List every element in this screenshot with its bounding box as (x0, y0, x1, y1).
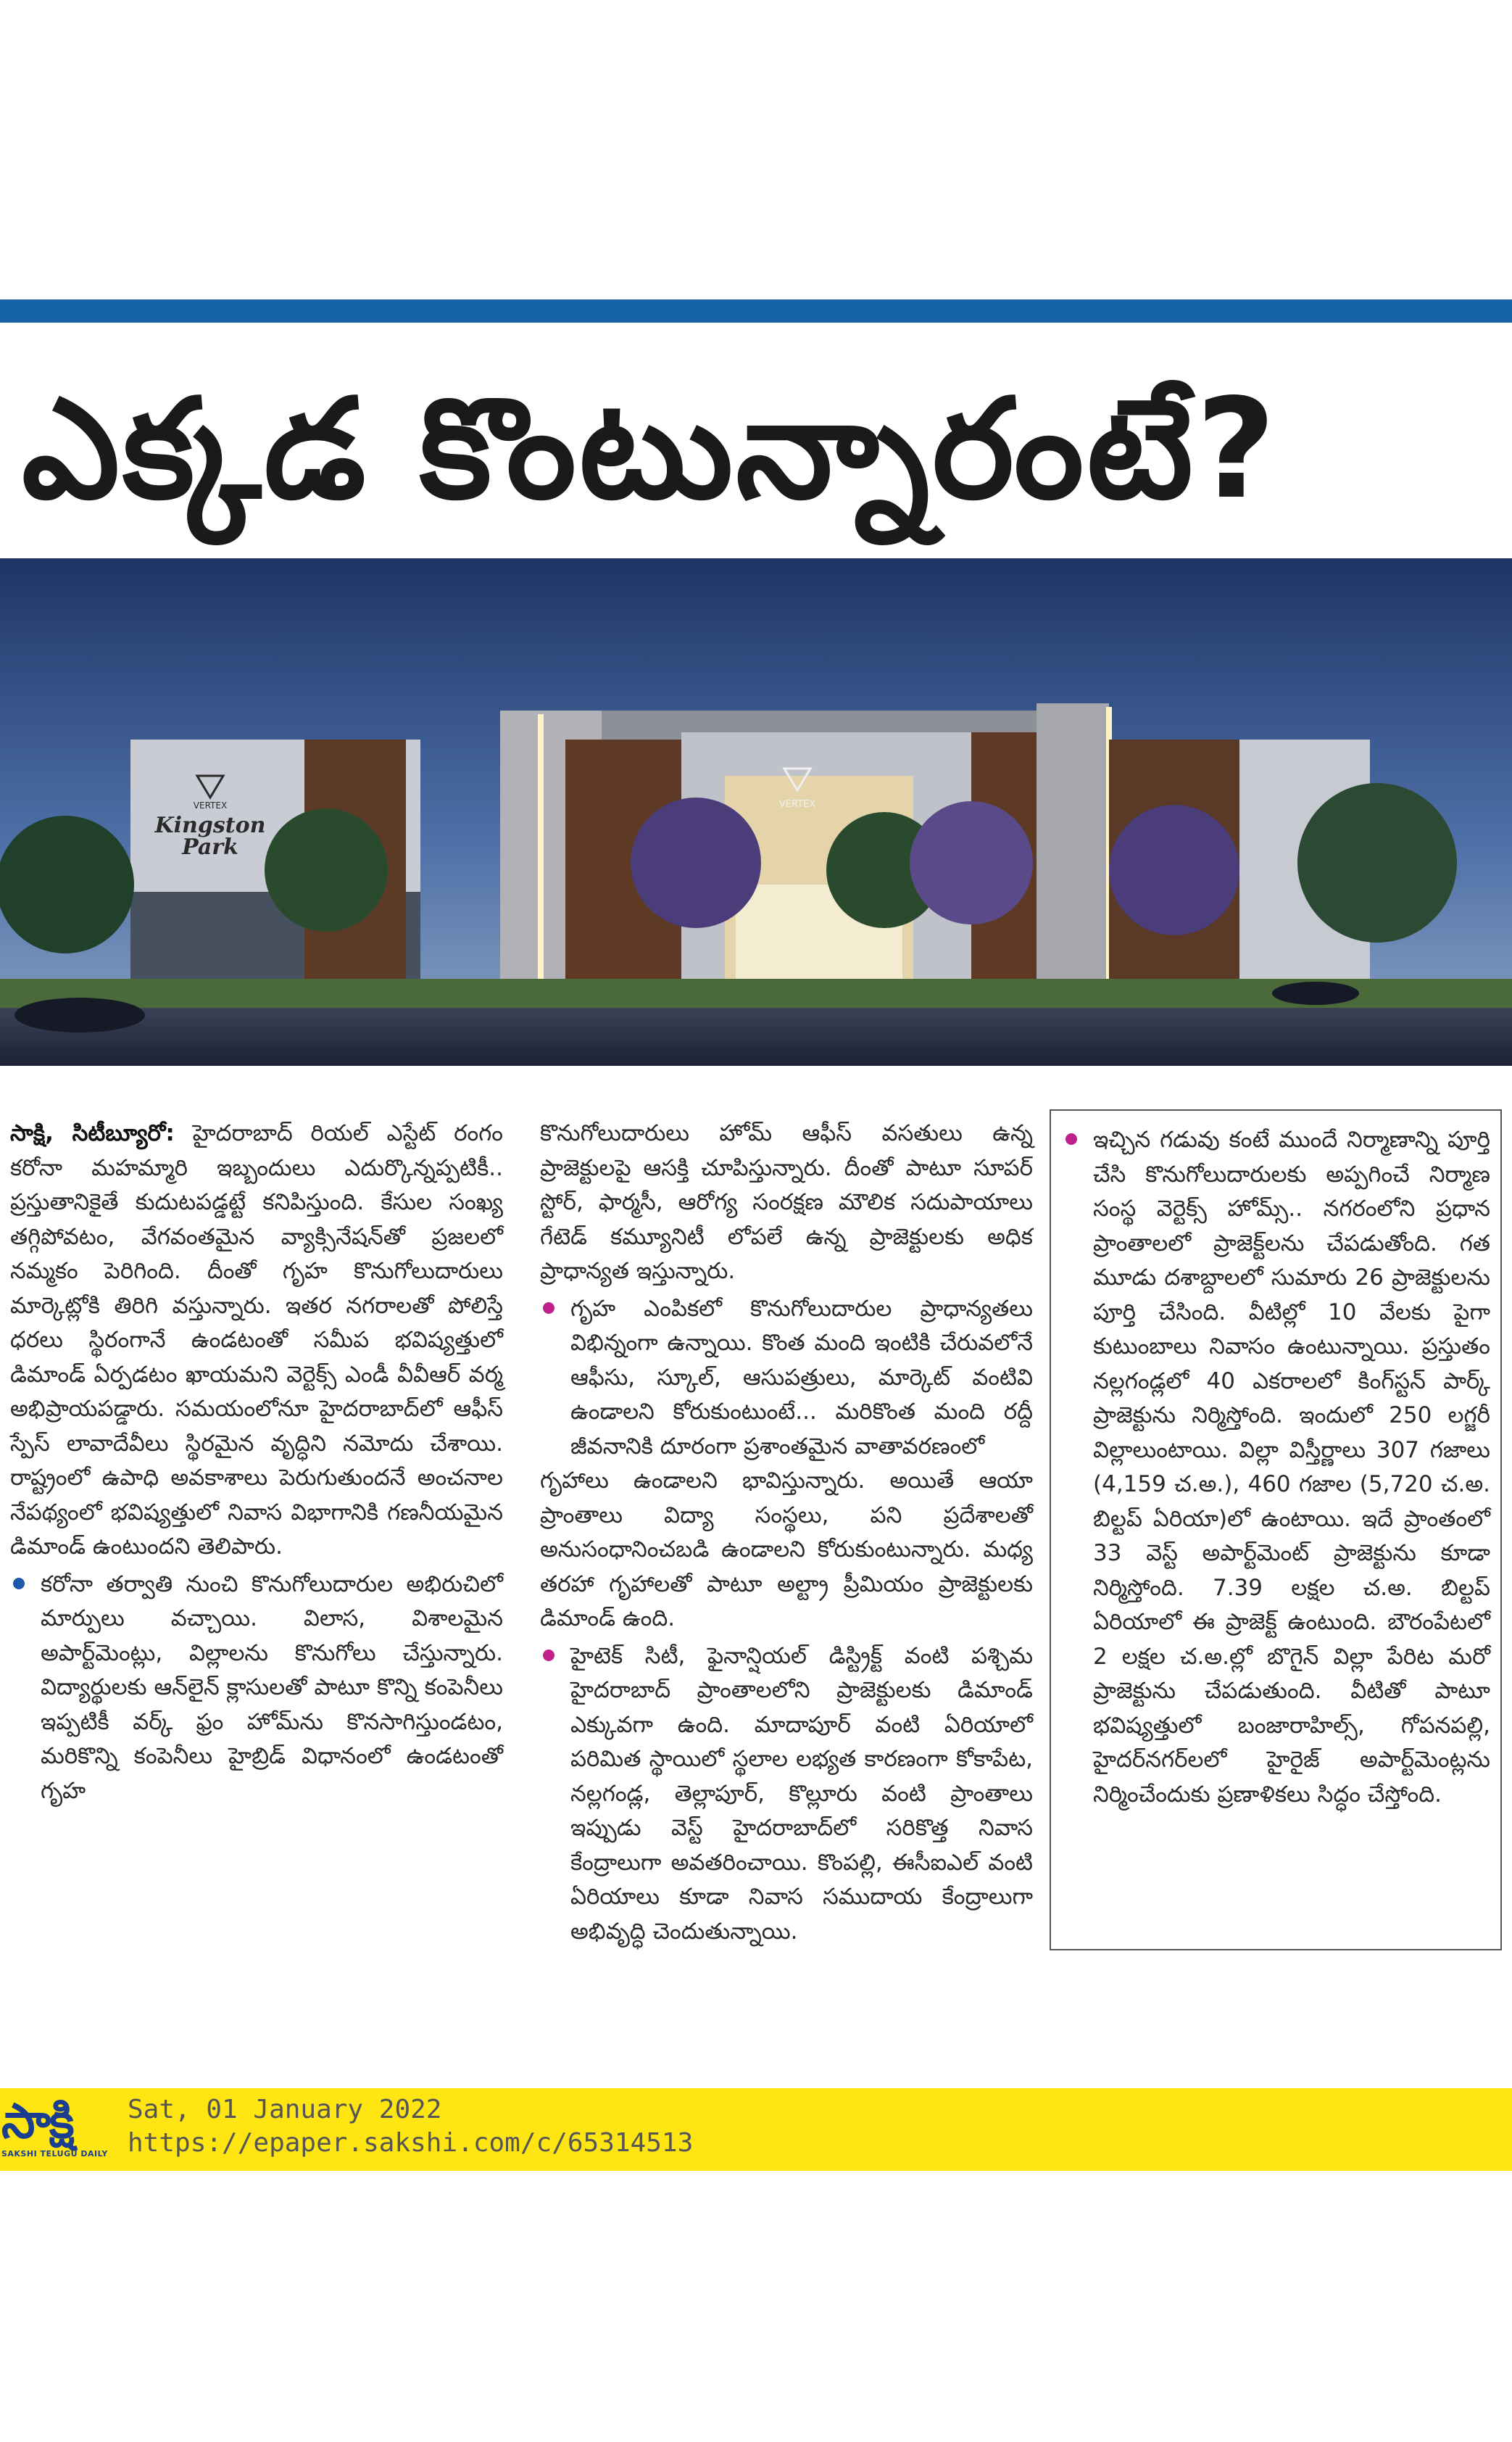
bullet-icon (13, 1578, 25, 1589)
paragraph: గృహాలు ఉండాలని భావిస్తున్నారు. అయితే ఆయా ప్రాంతాలు విద్యా సంస్థలు, పని ప్రదేశాలతో అనుసంధానించబడి ఉండాలని కోరుకుంటున్నారు. మధ్య తరహా గృహాలతో పాటూ అల్ట్రా ప్రీమియం ప్రాజెక్టులకు డిమాండ్ ఉంది. (540, 1468, 1033, 1631)
bullet-text: ఇచ్చిన గడువు కంటే ముందే నిర్మాణాన్ని పూర్తి చేసి కొనుగోలుదారులకు అప్పగించే నిర్మాణ సంస్థ వెర్టెక్స్ హోమ్స్.. నగరంలోని ప్రధాన ప్రాంతాలలో ప్రాజెక్ట్‌లను చేపడుతోంది. గత మూడు దశాబ్దాలలో సుమారు 26 ప్రాజెక్టులను పూర్తి చేసింది. వీటిల్లో 10 వేలకు పైగా కుటుంబాలు నివాసం ఉంటున్నాయి. ప్రస్తుతం నల్లగండ్లలో 40 ఎకరాలలో కింగ్‌స్టన్ పార్క్ ప్రాజెక్టును నిర్మిస్తోంది. ఇందులో 250 లగ్జరీ విల్లాలుంటాయి. విల్లా విస్తీర్ణాలు 307 గజాలు (4,159 చ.అ.), 460 గజాల (5,720 చ.అ. బిల్టప్ ఏరియా)లో ఉంటాయి. ఇదే ప్రాంతంలో 33 వెస్ట్ అపార్ట్‌మెంట్ ప్రాజెక్టును కూడా నిర్మిస్తోంది. 7.39 లక్షల చ.అ. బిల్టప్ ఏరియాలో ఈ ప్రాజెక్ట్ ఉంటుంది. బౌరంపేటలో 2 లక్షల చ.అ.ల్లో బొగైన్ విల్లా పేరిట మరో ప్రాజెక్టును చేపడుతుంది. వీటితో పాటూ భవిష్యత్తులో బంజారాహిల్స్, గోపనపల్లి, హైదర్‌నగర్‌లలో హైరైజ్ అపార్ట్‌మెంట్లను నిర్మించేందుకు ప్రణాళికలు సిద్ధం చేస్తోంది. (1093, 1127, 1490, 1808)
hero-image (0, 558, 1512, 1066)
bullet-paragraph (1063, 1123, 1490, 1812)
bullet-icon (1066, 1133, 1077, 1145)
bullet-paragraph (10, 1568, 503, 1809)
bullet-text: కరోనా తర్వాతి నుంచి కొనుగోలుదారుల అభిరుచిలో మార్పులు వచ్చాయి. విలాస, విశాలమైన అపార్ట్‌మెంట్లు, విల్లాలను కొనుగోలు చేస్తున్నారు. విద్యార్థులకు ఆన్‌లైన్ క్లాసులతో పాటూ కొన్ని కంపెనీలు ఇప్పటికీ వర్క్ ఫ్రం హోమ్‌ను కొనసాగిస్తుండటం, మరికొన్ని కంపెనీలు హైబ్రిడ్ విధానంలో ఉండటంతో గృహ (41, 1570, 503, 1804)
article-intro (10, 1117, 503, 1565)
headline: ఎక్కడ కొంటున్నారంటే? (22, 369, 1279, 529)
logo-text: సాక్షి (1, 2093, 73, 2149)
hero-sign-left-line1: Kingston (154, 813, 266, 838)
bullet-icon (543, 1650, 554, 1661)
hero-sign-left-line2: Park (182, 835, 238, 860)
hero-sign-center-brand: VERTEX (778, 799, 816, 810)
bullet-text: హైటెక్ సిటీ, ఫైనాన్షియల్ డిస్ట్రిక్ట్ వంటి పశ్చిమ హైదరాబాద్ ప్రాంతాలలోని ప్రాజెక్టులకు డిమాండ్ ఎక్కువగా ఉంది. మాదాపూర్ వంటి ఏరియాలో పరిమిత స్థాయిలో స్థలాల లభ్యత కారణంగా కోకాపేట, నల్లగండ్ల, తెల్లాపూర్, కొల్లూరు వంటి ప్రాంతాలు ఇప్పుడు వెస్ట్ హైదరాబాద్‌లో సరికొత్త నివాస కేంద్రాలుగా అవతరించాయి. కొంపల్లి, ఈసీఐఎల్ వంటి ఏరియాలు కూడా నివాస సముదాయ కేంద్రాలుగా అభివృద్ధి చెందుతున్నాయి. (570, 1642, 1033, 1945)
bullet-text: గృహ ఎంపికలో కొనుగోలుదారుల ప్రాధాన్యతలు విభిన్నంగా ఉన్నాయి. కొంత మంది ఇంటికి చేరువలోనే ఆఫీసు, స్కూల్, ఆసుపత్రులు, మార్కెట్ వంటివి ఉండాలని కోరుకుంటుంటే... మరికొంత మంది రద్దీ జీవనానికి దూరంగా ప్రశాంతమైన వాతావరణంలో (570, 1295, 1033, 1460)
dateline: సాక్షి, సిటీబ్యూరో: (10, 1120, 175, 1146)
edition-date: Sat, 01 January 2022 (128, 2095, 442, 2124)
paragraph: కొనుగోలుదారులు హోమ్ ఆఫీస్ వసతులు ఉన్న ప్రాజెక్టులపై ఆసక్తి చూపిస్తున్నారు. దీంతో పాటూ సూపర్ స్టోర్, ఫార్మసీ, ఆరోగ్య సంరక్షణ మౌలిక సదుపాయాలు గేటెడ్ కమ్యూనిటీ లోపలే ఉన్న ప్రాజెక్టులకు అధిక ప్రాధాన్యత ఇస్తున్నారు. (540, 1120, 1033, 1284)
article-column-3 (1063, 1120, 1490, 1812)
header-accent-bar (0, 299, 1512, 323)
bullet-icon (543, 1302, 554, 1314)
epaper-link[interactable]: https://epaper.sakshi.com/c/65314513 (128, 2128, 694, 2158)
article-column-1 (10, 1117, 503, 1808)
hero-sign-left-brand: VERTEX (193, 800, 228, 811)
bullet-paragraph (540, 1292, 1033, 1465)
sakshi-logo (0, 2093, 117, 2165)
article-column-2 (540, 1117, 1033, 1949)
bullet-paragraph (540, 1639, 1033, 1950)
intro-text: హైదరాబాద్ రియల్ ఎస్టేట్ రంగం కరోనా మహమ్మారి ఇబ్బందులు ఎదుర్కొన్నప్పటికీ.. ప్రస్తుతానికైతే కుదుటపడ్డట్టే కనిపిస్తుంది. కేసుల సంఖ్య తగ్గిపోవటం, వేగవంతమైన వ్యాక్సినేషన్‌తో ప్రజలలో నమ్మకం పెరిగింది. దీంతో గృహ కొనుగోలుదారులు మార్కెట్లోకి తిరిగి వస్తున్నారు. ఇతర నగరాలతో పోలిస్తే ధరలు స్థిరంగానే ఉండటంతో సమీప భవిష్యత్తులో డిమాండ్ ఏర్పడటం ఖాయమని వెర్టెక్స్ ఎండీ వీవీఆర్ వర్మ అభిప్రాయపడ్డారు. సమయంలోనూ హైదరాబాద్‌లో ఆఫీస్ స్పేస్ లావాదేవీలు స్థిరమైన వృద్ధిని నమోదు చేశాయి. రాష్ట్రంలో ఉపాధి అవకాశాలు పెరుగుతుందనే అంచనాల నేపథ్యంలో భవిష్యత్తులో నివాస విభాగానికి గణనీయమైన డిమాండ్ ఉంటుందని తెలిపారు. (10, 1120, 503, 1560)
logo-subtitle: SAKSHI TELUGU DAILY (1, 2149, 108, 2159)
